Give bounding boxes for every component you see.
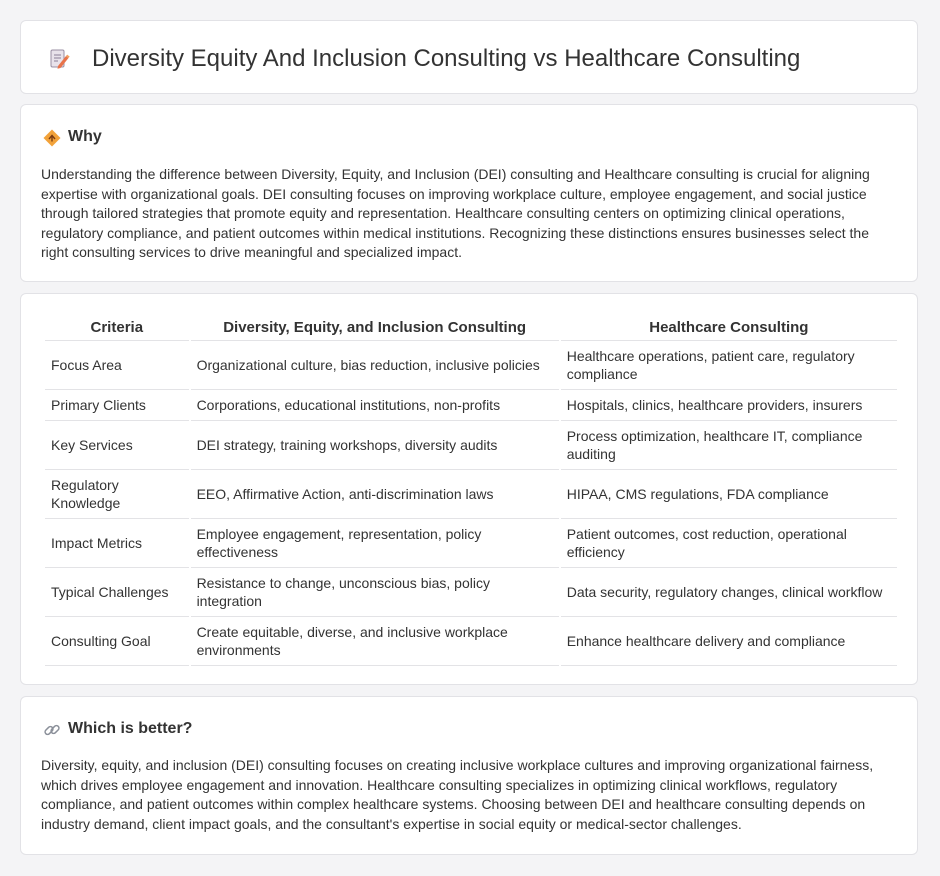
dei-cell: Employee engagement, representation, policy effectiveness [191, 519, 559, 568]
column-header-dei: Diversity, Equity, and Inclusion Consulting [191, 314, 559, 341]
which-is-better-heading: Which is better? [68, 720, 193, 737]
healthcare-cell: Hospitals, clinics, healthcare providers, insurers [561, 390, 897, 421]
table-row [45, 390, 897, 421]
dei-cell: Corporations, educational institutions, non-profits [191, 390, 559, 421]
dei-cell: DEI strategy, training workshops, diversity audits [191, 421, 559, 470]
dei-cell: Create equitable, diverse, and inclusive workplace environments [191, 617, 559, 666]
table-row [45, 470, 897, 519]
healthcare-cell: HIPAA, CMS regulations, FDA compliance [561, 470, 897, 519]
dei-cell: Resistance to change, unconscious bias, policy integration [191, 568, 559, 617]
criteria-cell: Regulatory Knowledge [45, 470, 189, 519]
which-is-better-section [20, 696, 918, 855]
title-card [20, 20, 918, 94]
healthcare-cell: Data security, regulatory changes, clinical workflow [561, 568, 897, 617]
table-row [45, 341, 897, 390]
criteria-cell: Typical Challenges [45, 568, 189, 617]
page-title: Diversity Equity And Inclusion Consulting vs Healthcare Consulting [92, 45, 801, 72]
criteria-cell: Primary Clients [45, 390, 189, 421]
table-row [45, 519, 897, 568]
why-heading: Why [68, 128, 102, 145]
table-row [45, 617, 897, 666]
dei-cell: EEO, Affirmative Action, anti-discrimination laws [191, 470, 559, 519]
comparison-table [43, 314, 899, 666]
column-header-healthcare: Healthcare Consulting [561, 314, 897, 341]
why-section [20, 104, 918, 282]
criteria-cell: Impact Metrics [45, 519, 189, 568]
comparison-section [20, 293, 918, 685]
healthcare-cell: Process optimization, healthcare IT, compliance auditing [561, 421, 897, 470]
criteria-cell: Consulting Goal [45, 617, 189, 666]
healthcare-cell: Patient outcomes, cost reduction, operational efficiency [561, 519, 897, 568]
document-edit-icon [47, 47, 71, 71]
table-row [45, 568, 897, 617]
column-header-criteria: Criteria [45, 314, 189, 341]
why-text: Understanding the difference between Diversity, Equity, and Inclusion (DEI) consulting and Healthcare consulting is crucial for aligning expertise with organizational goals. DEI consulting focuses on improving workplace culture, employee engagement, and social justice through tailored strategies that promote equity and representation. Healthcare consulting centers on optimizing clinical operations, regulatory compliance, and patient outcomes within medical institutions. Recognizing these distinctions ensures businesses select the right consulting services to drive meaningful and specialized impact. [41, 166, 870, 260]
criteria-cell: Key Services [45, 421, 189, 470]
table-row [45, 421, 897, 470]
which-is-better-text: Diversity, equity, and inclusion (DEI) consulting focuses on creating inclusive workplace cultures and improving organizational fairness, which drives employee engagement and innovation. Healthcare consulting specializes in optimizing clinical workflows, regulatory compliance, and patient outcomes within complex healthcare systems. Choosing between DEI and healthcare consulting depends on industry demand, client impact goals, and the consultant's expertise in social equity or medical-sector challenges. [41, 757, 874, 832]
healthcare-cell: Healthcare operations, patient care, regulatory compliance [561, 341, 897, 390]
healthcare-cell: Enhance healthcare delivery and compliance [561, 617, 897, 666]
criteria-cell: Focus Area [45, 341, 189, 390]
link-icon [43, 721, 61, 739]
dei-cell: Organizational culture, bias reduction, inclusive policies [191, 341, 559, 390]
diamond-arrows-icon [43, 129, 61, 147]
table-header-row [45, 314, 897, 341]
